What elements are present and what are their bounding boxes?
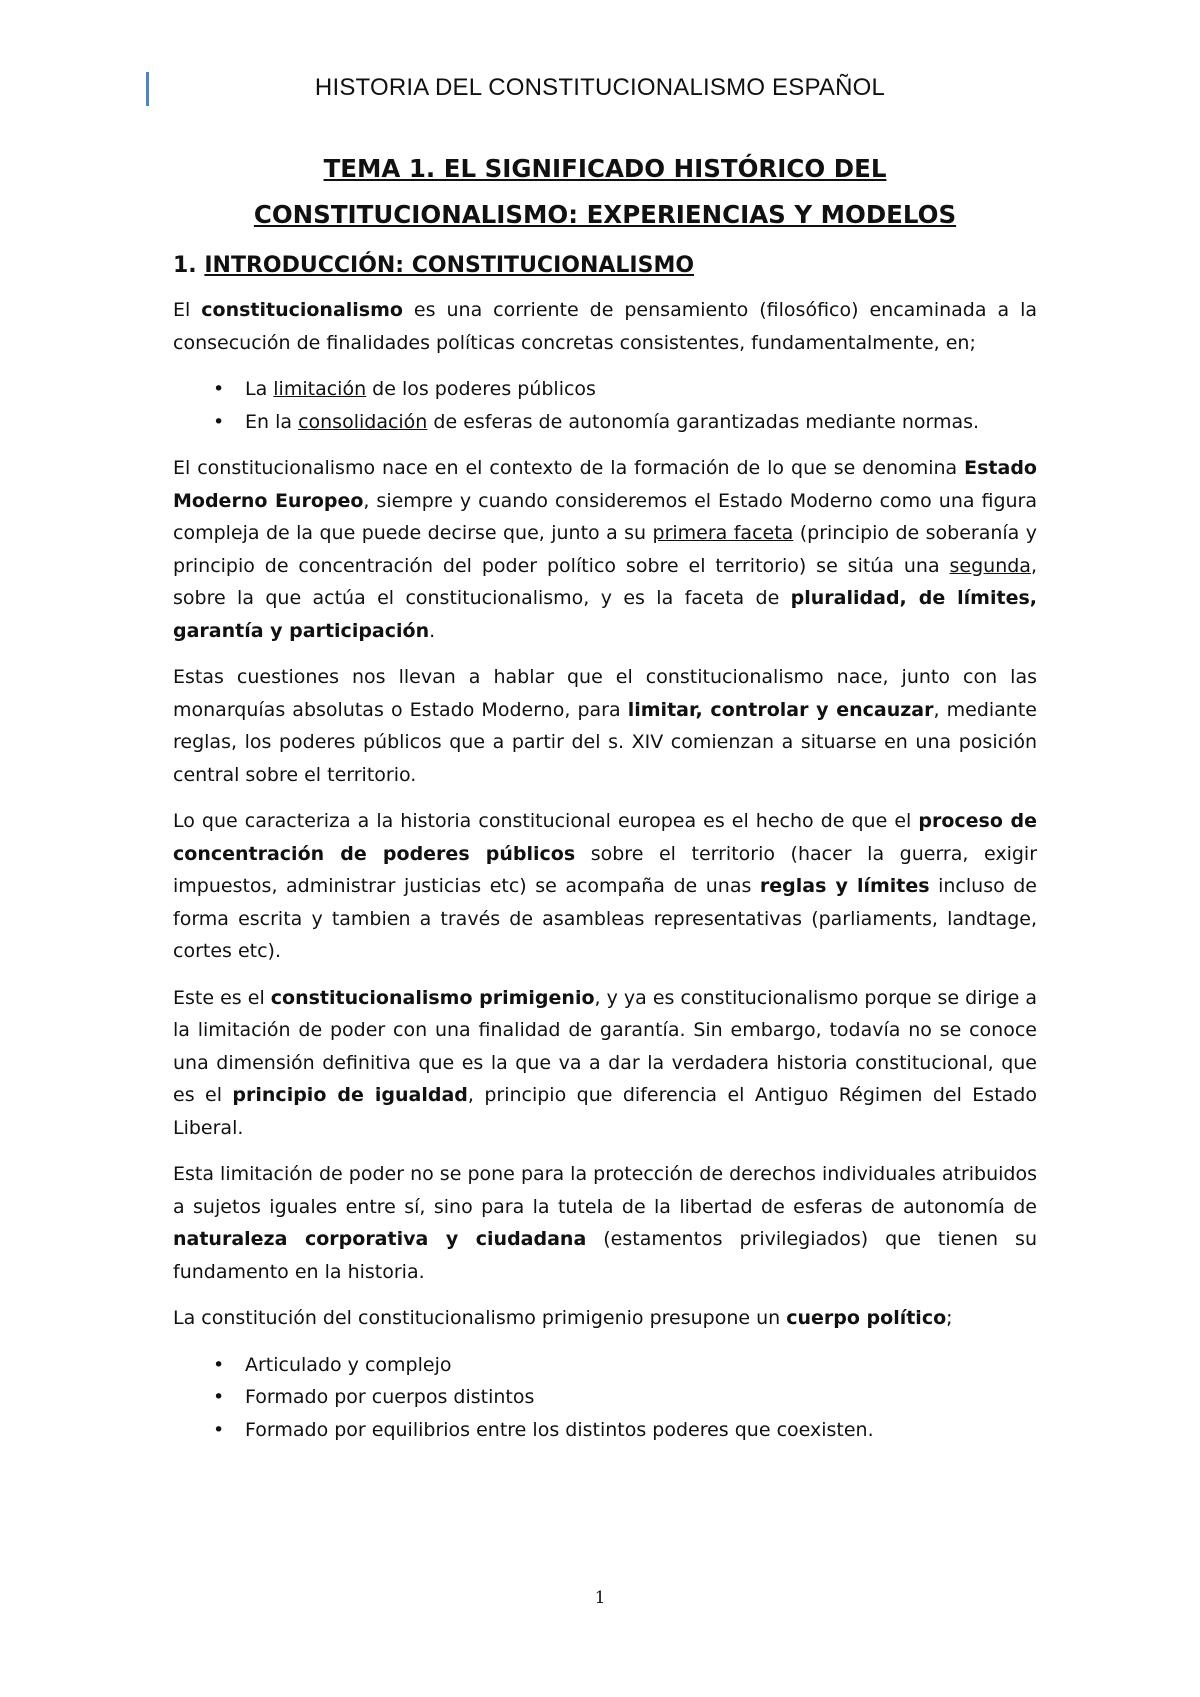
list-item xyxy=(173,373,1037,406)
document-body xyxy=(173,146,1037,1460)
text-run: Formado por cuerpos distintos xyxy=(245,1386,535,1408)
paragraph-5 xyxy=(173,982,1037,1145)
text-run: (principio de soberanía y principio de concentración del poder político sobre el territorio) se sitúa una xyxy=(173,522,1037,577)
running-header: HISTORIA DEL CONSTITUCIONALISMO ESPAÑOL xyxy=(314,74,886,101)
text-run: La xyxy=(245,378,274,400)
underlined-run: consolidación xyxy=(298,410,428,433)
section-number: 1. xyxy=(173,253,197,278)
text-run: Esta limitación de poder no se pone para la protección de derechos individuales atribuidos a sujetos iguales entre sí, sino para la tutela de la libertad de esferas de autonomía de xyxy=(173,1163,1037,1218)
text-run: Articulado y complejo xyxy=(245,1353,452,1376)
paragraph-1 xyxy=(173,294,1037,359)
paragraph-6 xyxy=(173,1158,1037,1288)
bold-run: constitucionalismo xyxy=(201,299,403,321)
document-title xyxy=(173,146,1037,238)
bullet-icon: • xyxy=(213,1418,225,1441)
bold-run: cuerpo político xyxy=(786,1307,947,1329)
text-run: ; xyxy=(946,1307,953,1329)
paragraph-2 xyxy=(173,452,1037,647)
text-run: En la xyxy=(245,410,299,433)
text-run: , sobre la que actúa el constitucionalismo, y es la faceta de xyxy=(173,554,1037,609)
paragraph-7 xyxy=(173,1302,1037,1335)
list-item xyxy=(173,1414,1037,1447)
text-run: Estas cuestiones nos llevan a hablar que el constitucionalismo nace, junto con las monarquías absolutas o Estado Moderno, para xyxy=(173,666,1037,721)
title-line-2: CONSTITUCIONALISMO: EXPERIENCIAS Y MODELOS xyxy=(253,200,957,229)
bullet-list-1 xyxy=(173,373,1037,438)
list-item xyxy=(173,406,1037,439)
text-run: Lo que caracteriza a la historia constitucional europea es el hecho de que el xyxy=(173,810,919,832)
section-heading xyxy=(173,248,1037,284)
list-item xyxy=(173,1349,1037,1382)
bold-run: limitar, controlar y encauzar xyxy=(627,698,934,721)
bold-run: constitucionalismo primigenio xyxy=(270,986,595,1009)
text-run: , principio que diferencia el Antiguo Régimen del Estado Liberal. xyxy=(173,1084,1037,1139)
paragraph-4 xyxy=(173,805,1037,968)
text-run: de esferas de autonomía garantizadas mediante normas. xyxy=(427,410,980,433)
list-item xyxy=(173,1381,1037,1414)
underlined-run: limitación xyxy=(273,378,367,400)
bold-run: principio de igualdad xyxy=(232,1084,468,1106)
text-run: El xyxy=(173,299,202,321)
text-run: La constitución del constitucionalismo primigenio presupone un xyxy=(173,1307,787,1329)
bold-run: naturaleza corporativa y ciudadana xyxy=(173,1228,587,1250)
text-run: sobre el territorio (hacer la guerra, exigir impuestos, administrar justicias etc) se acompaña de unas xyxy=(173,842,1038,897)
bold-run: reglas y límites xyxy=(759,875,930,897)
bold-run: Estado Moderno Europeo xyxy=(173,457,1037,512)
bullet-icon: • xyxy=(213,1353,225,1376)
text-run: incluso de forma escrita y tambien a través de asambleas representativas (parliaments, landtage, cortes etc). xyxy=(173,875,1037,962)
text-run: Este es el xyxy=(173,986,271,1009)
bold-run: pluralidad, de límites, garantía y participación xyxy=(173,587,1037,642)
text-run: , y ya es constitucionalismo porque se dirige a la limitación de poder con una finalidad de garantía. Sin embargo, todavía no se conoce una dimensión definitiva que es la que va a dar la verdadera historia constitucional, que es el xyxy=(173,986,1037,1106)
text-run: de los poderes públicos xyxy=(366,378,596,400)
bold-run: proceso de concentración de poderes públicos xyxy=(173,810,1038,865)
text-run: , siempre y cuando consideremos el Estado Moderno como una figura compleja de la que puede decirse que, junto a su xyxy=(173,489,1037,544)
underlined-run: primera faceta xyxy=(652,522,794,544)
section-title: INTRODUCCIÓN: CONSTITUCIONALISMO xyxy=(204,253,695,278)
bullet-list-2 xyxy=(173,1349,1037,1447)
text-run: , mediante reglas, los poderes públicos que a partir del s. XIV comienzan a situarse en una posición central sobre el territorio. xyxy=(173,698,1037,786)
text-run: El constitucionalismo nace en el contexto de la formación de lo que se denomina xyxy=(173,457,965,479)
text-run: es una corriente de pensamiento (filosófico) encaminada a la consecución de finalidades políticas concretas consistentes, fundamentalmente, en; xyxy=(173,299,1037,354)
page-number: 1 xyxy=(594,1588,606,1608)
title-line-1: TEMA 1. EL SIGNIFICADO HISTÓRICO DEL xyxy=(323,154,887,183)
bullet-icon: • xyxy=(213,1386,225,1408)
paragraph-3 xyxy=(173,661,1037,791)
bullet-icon: • xyxy=(213,378,225,400)
text-run: Formado por equilibrios entre los distintos poderes que coexisten. xyxy=(245,1418,874,1441)
text-run: (estamentos privilegiados) que tienen su fundamento en la historia. xyxy=(173,1228,1037,1283)
text-run: . xyxy=(429,619,436,642)
bullet-icon: • xyxy=(213,410,225,433)
underlined-run: segunda xyxy=(949,554,1031,577)
